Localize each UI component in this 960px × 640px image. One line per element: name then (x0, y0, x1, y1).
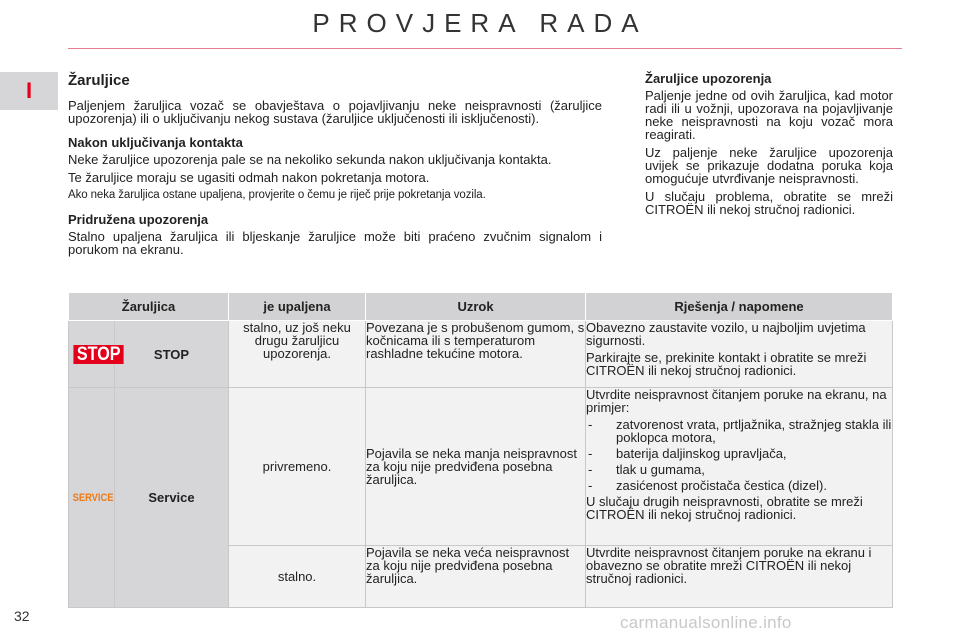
service-perm-state: stalno. (229, 546, 366, 608)
intro-paragraph: Paljenjem žaruljica vozač se obavještava o pojavljivanju neke neispravnosti (žaruljice upozorenja) ili o uključivanju nekog sustava (žaruljice uključenosti ili isključenosti). (68, 98, 602, 126)
table-row (69, 388, 893, 546)
warning-lights-paragraph-2: Uz paljenje neke žaruljice upozorenja uvijek se prikazuje dodatna poruka koja omogućuje utvrđivanje neispravnosti. (645, 145, 893, 186)
ignition-paragraph-2: Te žaruljice moraju se ugasiti odmah nakon pokretanja motora. (68, 170, 430, 185)
header-divider (68, 48, 902, 49)
stop-icon-cell (69, 321, 121, 388)
stop-icon: STOP (73, 345, 123, 364)
list-item: - zatvorenost vrata, prtljažnika, stražnjeg stakla ili poklopca motora, (586, 418, 892, 444)
table-row (69, 321, 893, 388)
stop-name: STOP (115, 321, 229, 388)
service-temp-solution-list (586, 418, 892, 492)
list-item: - zasićenost pročistača čestica (dizel). (586, 479, 892, 492)
left-column (68, 70, 602, 261)
warning-lights-table (68, 292, 893, 608)
ignition-subtitle: Nakon uključivanja kontakta (68, 135, 243, 150)
service-temp-cause: Pojavila se neka manja neispravnost za koju nije predviđena posebna žaruljica. (366, 388, 586, 546)
table-header-cause: Uzrok (366, 293, 586, 321)
service-temp-solution-intro: Utvrdite neispravnost čitanjem poruke na ekranu, na primjer: (586, 387, 887, 415)
warning-lights-paragraph-1: Paljenje jedne od ovih žaruljica, kad motor radi ili u vožnji, upozorava na pojavljivanje neke neispravnosti na koju vozač mora reagirati. (645, 88, 893, 142)
watermark: carmanualsonline.info (620, 613, 792, 632)
list-item: - tlak u gumama, (586, 463, 892, 476)
section-title-warning-lights: Žaruljice (68, 72, 130, 89)
warning-lights-paragraph-3: U slučaju problema, obratite se mreži CITROËN ili nekoj stručnoj radionici. (645, 189, 893, 217)
stop-cause: Povezana je s probušenom gumom, s kočnicama ili s temperaturom rashladne tekućine motora. (366, 321, 586, 388)
list-item: - baterija daljinskog upravljača, (586, 447, 892, 460)
page-number: 32 (14, 608, 30, 624)
stop-solution (586, 321, 893, 388)
table-header-solution: Rješenja / napomene (586, 293, 893, 321)
chapter-tab-label: I (25, 78, 33, 103)
service-name: Service (115, 388, 229, 608)
service-icon: SERVICE (72, 492, 114, 504)
service-temp-state: privremeno. (229, 388, 366, 546)
service-icon-cell (69, 388, 115, 608)
ignition-paragraph-1: Neke žaruljice upozorenja pale se na nekoliko sekunda nakon uključivanja kontakta. (68, 152, 552, 167)
table-header-light: Žaruljica (69, 293, 229, 321)
service-temp-solution (586, 388, 893, 546)
stop-solution-p2: Parkirajte se, prekinite kontakt i obratite se mreži CITROËN ili nekoj stručnoj radionici. (586, 350, 867, 378)
stop-solution-p1: Obavezno zaustavite vozilo, u najboljim uvjetima sigurnosti. (586, 320, 866, 348)
table-header-row (69, 293, 893, 321)
table-header-state: je upaljena (229, 293, 366, 321)
right-column (645, 72, 893, 221)
service-perm-cause: Pojavila se neka veća neispravnost za koju nije predviđena posebna žaruljica. (366, 546, 586, 608)
service-perm-solution: Utvrdite neispravnost čitanjem poruke na ekranu i obavezno se obratite mreži CITROËN ili nekoj stručnoj radionici. (586, 546, 893, 608)
stop-state: stalno, uz još neku drugu žaruljicu upozorenja. (229, 321, 366, 388)
associated-warnings-subtitle: Pridružena upozorenja (68, 212, 209, 227)
service-temp-solution-outro: U slučaju drugih neispravnosti, obratite se mreži CITROËN ili nekoj stručnoj radionici. (586, 494, 863, 522)
ignition-paragraph-3: Ako neka žaruljica ostane upaljena, provjerite o čemu je riječ prije pokretanja vozila. (68, 189, 486, 201)
chapter-tab (0, 72, 58, 110)
warning-lights-subtitle: Žaruljice upozorenja (645, 71, 772, 86)
page-title: PROVJERA RADA (312, 8, 648, 38)
associated-warnings-paragraph: Stalno upaljena žaruljica ili bljeskanje žaruljice može biti praćeno zvučnim signalom i porukom na ekranu. (68, 229, 602, 257)
